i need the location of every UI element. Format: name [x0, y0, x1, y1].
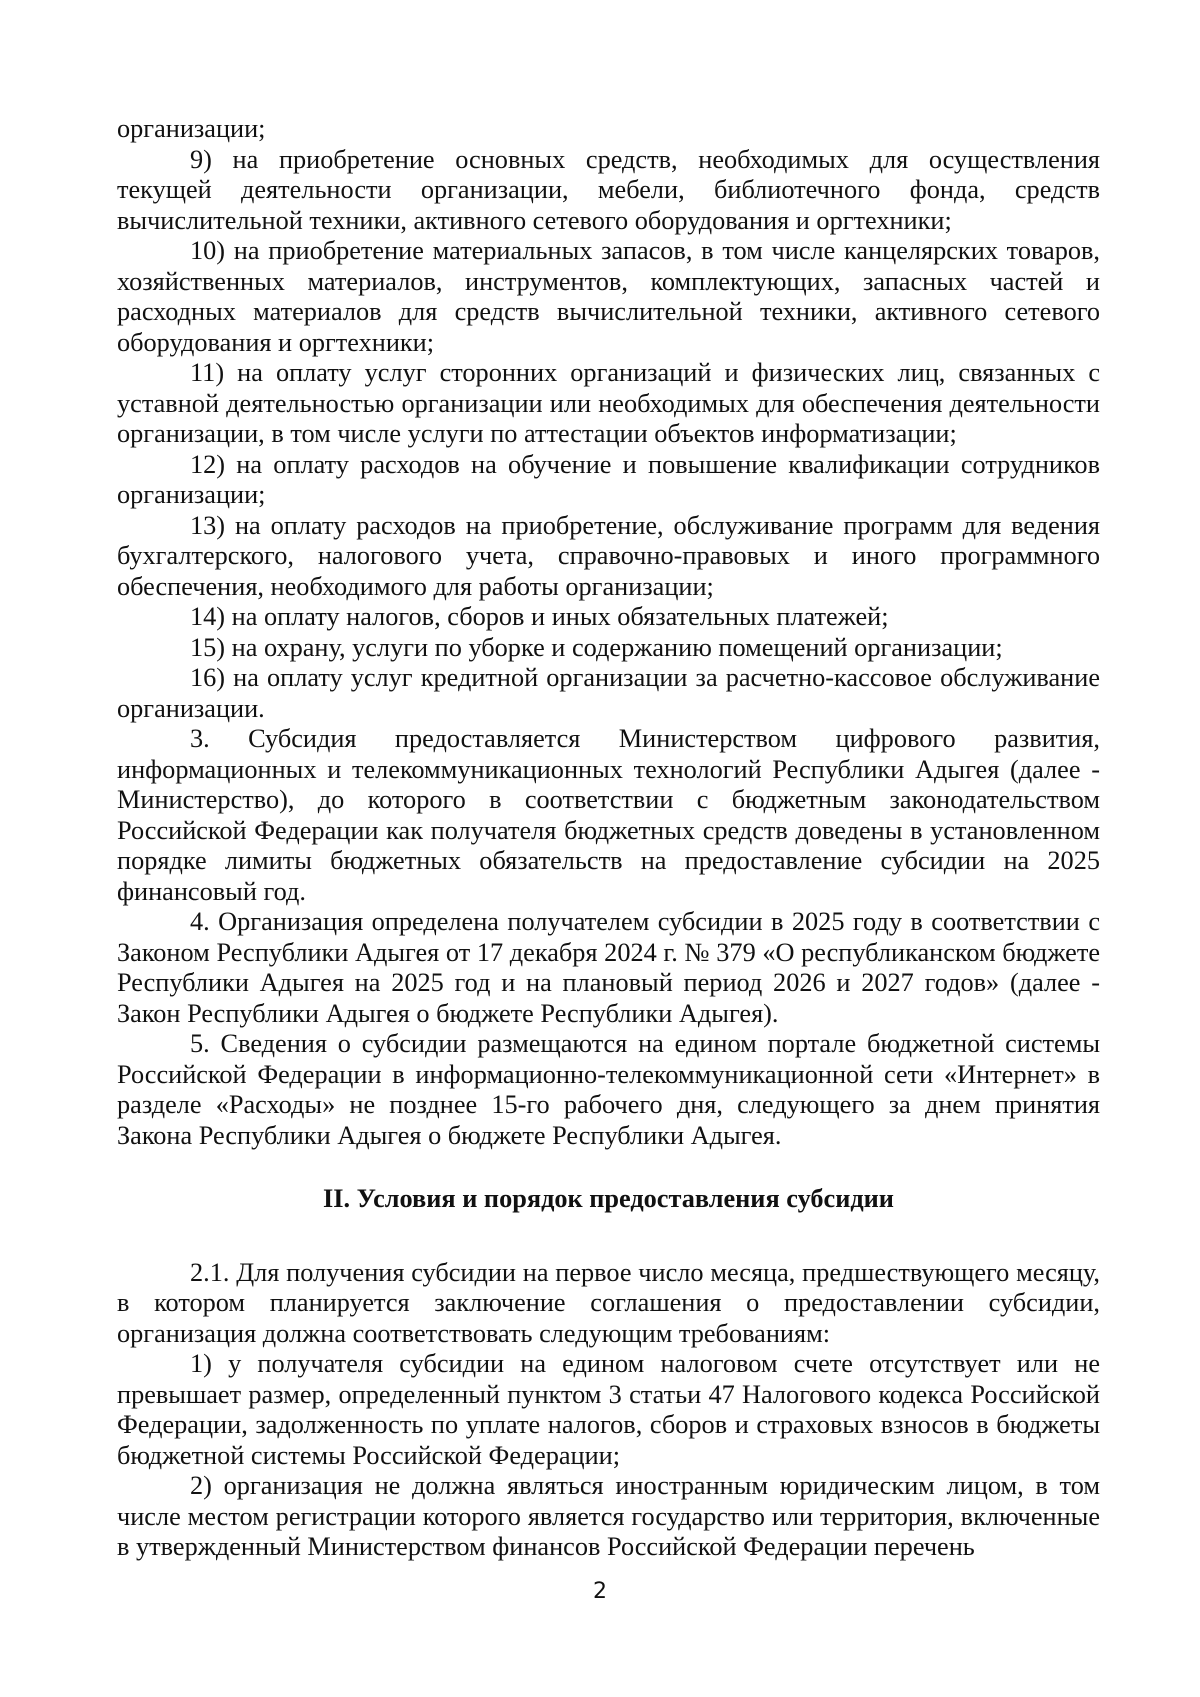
clause-5: 5. Сведения о субсидии размещаются на едином портале бюджетной системы Российской Федерации в информационно-телекоммуникационной сети «Интернет» в разделе «Расходы» не позднее 15-го рабочего дня, следующего за днем принятия Закона Республики Адыгея о бюджете Республики Адыгея.	[117, 1029, 1100, 1150]
list-item-13: 13) на оплату расходов на приобретение, обслуживание программ для ведения бухгалтерского, налогового учета, справочно-правовых и иного программного обеспечения, необходимого для работы организации;	[117, 510, 1100, 601]
document-body	[117, 114, 1100, 1563]
clause-4: 4. Организация определена получателем субсидии в 2025 году в соответствии с Законом Республики Адыгея от 17 декабря 2024 г. № 379 «О республиканском бюджете Республики Адыгея на 2025 год и на плановый период 2026 и 2027 годов» (далее - Закон Республики Адыгея о бюджете Республики Адыгея).	[117, 907, 1100, 1028]
section-heading: II. Условия и порядок предоставления субсидии	[323, 1184, 894, 1213]
page-number: 2	[593, 1579, 607, 1604]
list-item-12: 12) на оплату расходов на обучение и повышение квалификации сотрудников организации;	[117, 449, 1100, 509]
requirement-1: 1) у получателя субсидии на едином налоговом счете отсутствует или не превышает размер, определенный пунктом 3 статьи 47 Налогового кодекса Российской Федерации, задолженность по уплате налогов, сборов и страховых взносов в бюджеты бюджетной системы Российской Федерации;	[117, 1349, 1100, 1470]
requirement-2: 2) организация не должна являться иностранным юридическим лицом, в том числе местом регистрации которого является государство или территория, включенные в утвержденный Министерством финансов Российской Федерации перечень	[117, 1471, 1100, 1561]
paragraph-continuation: организации;	[117, 114, 266, 143]
list-item-10: 10) на приобретение материальных запасов, в том числе канцелярских товаров, хозяйственных материалов, инструментов, комплектующих, запасных частей и расходных материалов для средств вычислительной техники, активного сетевого оборудования и оргтехники;	[117, 236, 1100, 357]
clause-3: 3. Субсидия предоставляется Министерством цифрового развития, информационных и телекоммуникационных технологий Республики Адыгея (далее - Министерство), до которого в соответствии с бюджетным законодательством Российской Федерации как получателя бюджетных средств доведены в установленном порядке лимиты бюджетных обязательств на предоставление субсидии на 2025 финансовый год.	[117, 724, 1100, 906]
clause-2-1: 2.1. Для получения субсидии на первое число месяца, предшествующего месяцу, в котором планируется заключение соглашения о предоставлении субсидии, организация должна соответствовать следующим требованиям:	[117, 1257, 1100, 1348]
list-item-14: 14) на оплату налогов, сборов и иных обязательных платежей;	[190, 602, 889, 631]
list-item-9: 9) на приобретение основных средств, необходимых для осуществления текущей деятельности организации, мебели, библиотечного фонда, средств вычислительной техники, активного сетевого оборудования и оргтехники;	[117, 144, 1100, 235]
list-item-15: 15) на охрану, услуги по уборке и содержанию помещений организации;	[190, 632, 1003, 662]
list-item-16: 16) на оплату услуг кредитной организации за расчетно-кассовое обслуживание организации.	[117, 663, 1100, 723]
list-item-11: 11) на оплату услуг сторонних организаций и физических лиц, связанных с уставной деятельностью организации или необходимых для обеспечения деятельности организации, в том числе услуги по аттестации объектов информатизации;	[117, 358, 1100, 448]
